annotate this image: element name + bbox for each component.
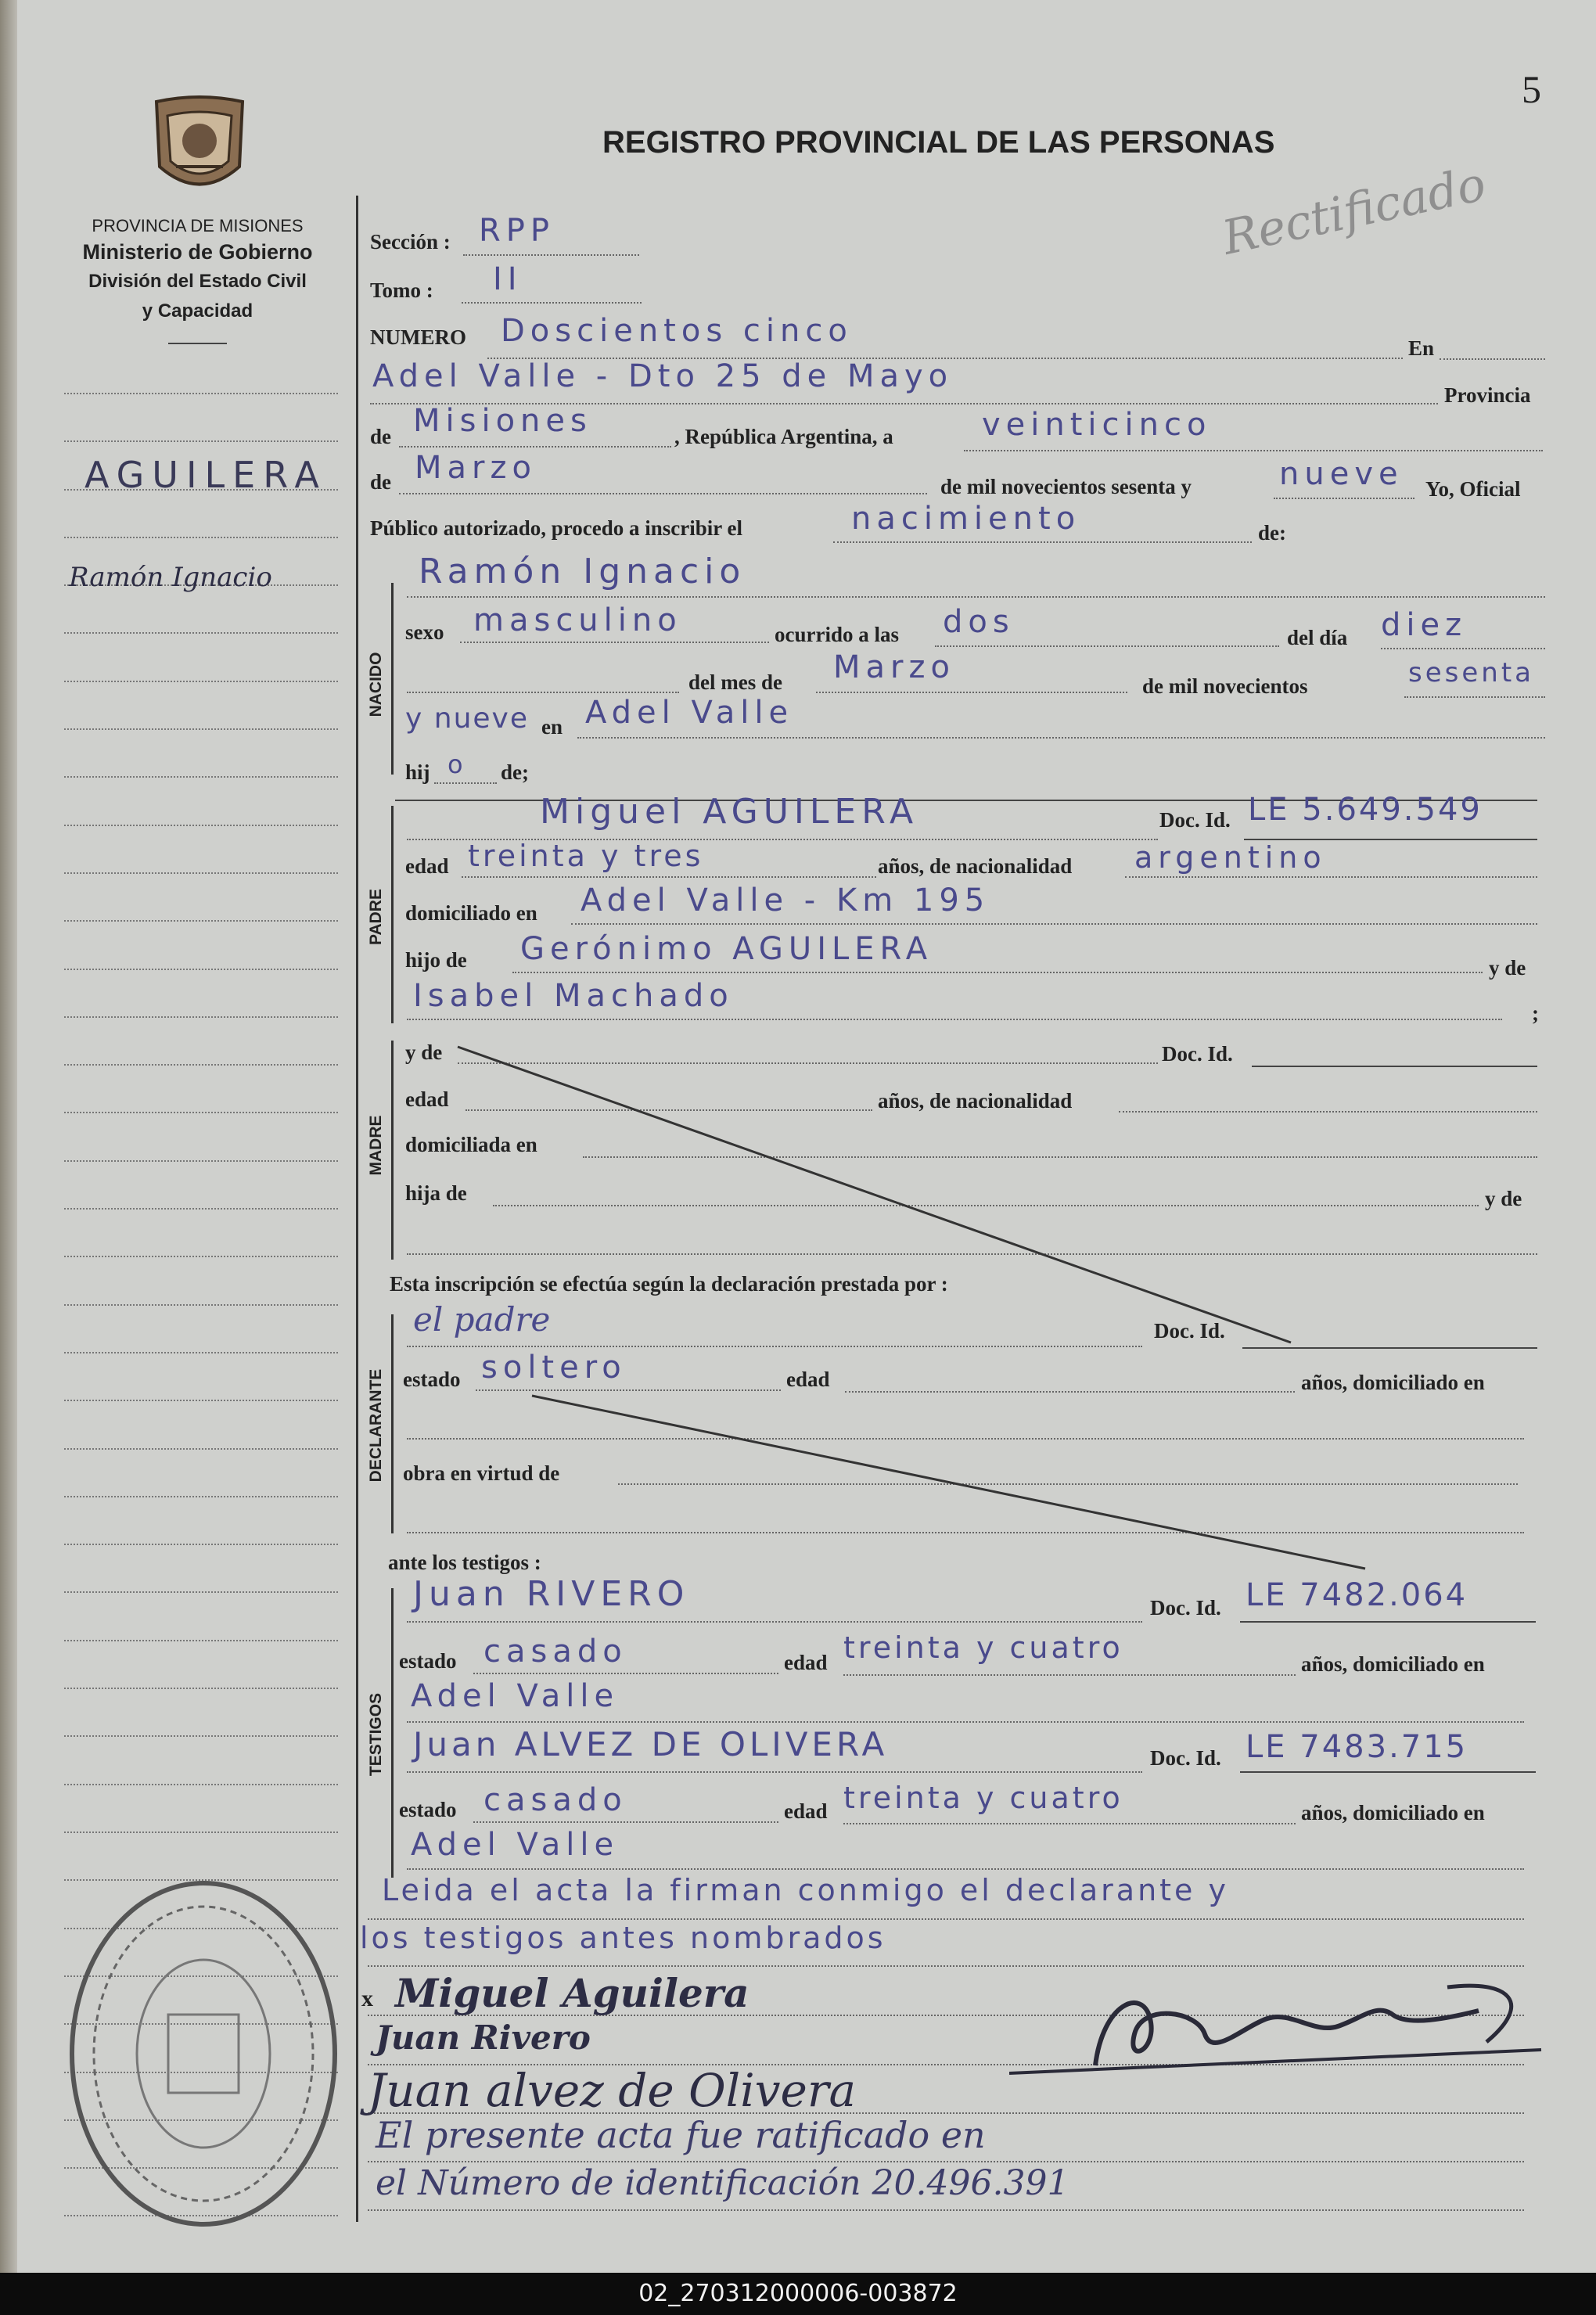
- signature-testigo2: Juan alvez de Olivera: [368, 2064, 857, 2117]
- label-sexo: sexo: [405, 620, 444, 644]
- value-anio-nac1: sesenta: [1408, 657, 1534, 688]
- label-madre-doc: Doc. Id.: [1162, 1042, 1233, 1066]
- label-en: En: [1408, 336, 1435, 360]
- label-madre-edad: edad: [405, 1087, 449, 1111]
- value-testigo1-domicilio: Adel Valle: [411, 1678, 620, 1714]
- label-testigo2-estado: estado: [399, 1798, 457, 1821]
- value-testigo2-domicilio: Adel Valle: [411, 1827, 620, 1863]
- label-obra: obra en virtud de: [403, 1461, 560, 1485]
- org-province: PROVINCIA DE MISIONES: [92, 216, 304, 235]
- label-madre-y-de: y de: [405, 1041, 443, 1064]
- label-esta-inscripcion: Esta inscripción se efectúa según la declaración prestada por :: [390, 1272, 948, 1296]
- label-declarante-estado: estado: [403, 1368, 461, 1391]
- label-testigo2-doc: Doc. Id.: [1150, 1746, 1221, 1770]
- label-yo-oficial: Yo, Oficial: [1425, 477, 1521, 501]
- value-dia-nac: diez: [1381, 607, 1468, 643]
- label-ocurrido: ocurrido a las: [775, 623, 899, 646]
- value-padre-edad: treinta y tres: [468, 839, 704, 873]
- label-de-mil2: de mil novecientos: [1142, 674, 1308, 698]
- sig-x-mark: x: [361, 1986, 373, 2011]
- value-sexo: masculino: [473, 602, 682, 638]
- value-seccion: RPP: [479, 213, 555, 249]
- value-padre-hijo-de2: Isabel Machado: [413, 978, 734, 1014]
- value-padre-doc: LE 5.649.549: [1248, 792, 1483, 828]
- label-republica: , República Argentina, a: [674, 425, 893, 448]
- value-testigo2-edad: treinta y cuatro: [843, 1781, 1123, 1815]
- value-lugar: Adel Valle - Dto 25 de Mayo: [372, 358, 954, 394]
- register-title: REGISTRO PROVINCIAL DE LAS PERSONAS: [602, 125, 1275, 160]
- value-closing1: Leida el acta la firman conmigo el declarante y: [382, 1873, 1230, 1907]
- label-numero: NUMERO: [370, 325, 466, 349]
- value-anio-nac2: y nueve: [405, 703, 529, 735]
- value-numero: Doscientos cinco: [501, 313, 853, 349]
- label-publico: Público autorizado, procedo a inscribir el: [370, 516, 742, 540]
- label-testigo1-edad: edad: [784, 1651, 828, 1674]
- rectificado-stamp: Rectificado: [1217, 156, 1491, 266]
- label-padre-edad: edad: [405, 854, 449, 878]
- label-hij: hij: [405, 760, 430, 784]
- value-testigo1-edad: treinta y cuatro: [843, 1630, 1123, 1665]
- label-de-2: de: [370, 470, 391, 494]
- value-hij-suffix: o: [448, 749, 469, 779]
- label-provincia: Provincia: [1444, 383, 1531, 407]
- label-padre-nac: años, de nacionalidad: [878, 854, 1073, 878]
- label-de-colon: de:: [1258, 521, 1286, 545]
- label-testigo1-doc: Doc. Id.: [1150, 1596, 1221, 1619]
- image-code-footer: 02_270312000006-003872: [0, 2273, 1596, 2315]
- value-padre-domicilio: Adel Valle - Km 195: [581, 883, 990, 918]
- value-lugar-nac: Adel Valle: [585, 695, 794, 731]
- value-declarante: el padre: [413, 1300, 551, 1339]
- value-hora: dos: [943, 604, 1015, 640]
- label-padre-dom: domiciliado en: [405, 901, 537, 925]
- note-line-2: el Número de identificación 20.496.391: [376, 2163, 1069, 2203]
- value-testigo1-nombre: Juan RIVERO: [413, 1574, 690, 1614]
- label-semicolon: ;: [1532, 1001, 1539, 1025]
- value-closing2: los testigos antes nombrados: [360, 1921, 886, 1955]
- label-madre-dom: domiciliada en: [405, 1133, 537, 1156]
- value-testigo1-estado: casado: [483, 1634, 627, 1670]
- label-testigo1-anos: años, domiciliado en: [1301, 1652, 1485, 1676]
- signature-padre: Miguel Aguilera: [395, 1970, 749, 2016]
- label-testigo2-edad: edad: [784, 1799, 828, 1823]
- value-padre-nacionalidad: argentino: [1134, 840, 1327, 875]
- note-line-1: El presente acta fue ratificado en: [376, 2114, 986, 2156]
- section-declarante: DECLARANTE: [367, 1368, 385, 1483]
- label-tomo: Tomo :: [370, 279, 433, 302]
- label-en2: en: [541, 715, 563, 739]
- margin-given-names: Ramón Ignacio: [69, 562, 272, 593]
- value-anio-fecha: nueve: [1279, 456, 1404, 492]
- value-tomo: II: [493, 261, 523, 297]
- value-mes-nac: Marzo: [833, 649, 955, 685]
- label-madre-hija-de: hija de: [405, 1181, 467, 1205]
- value-testigo2-nombre: Juan ALVEZ DE OLIVERA: [413, 1725, 889, 1763]
- org-capacity: y Capacidad: [142, 300, 253, 322]
- page-number: 5: [1522, 67, 1541, 111]
- value-declarante-estado: soltero: [481, 1350, 627, 1386]
- label-del-dia: del día: [1287, 626, 1348, 649]
- value-dia-fecha: veinticinco: [982, 407, 1212, 443]
- value-nombre: Ramón Ignacio: [419, 552, 746, 591]
- section-testigos: TESTIGOS: [367, 1692, 385, 1777]
- label-testigo1-estado: estado: [399, 1649, 457, 1673]
- label-declarante-doc: Doc. Id.: [1154, 1319, 1225, 1343]
- label-madre-nac: años, de nacionalidad: [878, 1089, 1073, 1113]
- value-provincia: Misiones: [413, 403, 592, 439]
- label-declarante-edad: edad: [786, 1368, 830, 1391]
- value-testigo1-doc: LE 7482.064: [1246, 1577, 1468, 1613]
- label-de-semi: de;: [501, 760, 529, 784]
- label-declarante-anos: años, domiciliado en: [1301, 1371, 1485, 1394]
- label-madre-y-de2: y de: [1485, 1187, 1522, 1210]
- label-de-1: de: [370, 425, 391, 448]
- org-division: División del Estado Civil: [88, 271, 307, 292]
- label-padre-doc: Doc. Id.: [1159, 808, 1231, 832]
- value-mes-fecha: Marzo: [415, 450, 537, 486]
- value-testigo2-doc: LE 7483.715: [1246, 1729, 1468, 1765]
- label-de-mil: de mil novecientos sesenta y: [940, 475, 1192, 498]
- section-nacido: NACIDO: [367, 652, 385, 717]
- value-acto: nacimiento: [851, 501, 1081, 537]
- label-padre-y-de: y de: [1489, 956, 1526, 980]
- value-padre-nombre: Miguel AGUILERA: [540, 792, 919, 832]
- section-madre: MADRE: [367, 1115, 385, 1176]
- signature-testigo1: Juan Rivero: [376, 2018, 591, 2057]
- label-ante: ante los testigos :: [388, 1551, 541, 1574]
- label-padre-hijo-de: hijo de: [405, 948, 467, 972]
- value-padre-hijo-de1: Gerónimo AGUILERA: [520, 931, 933, 967]
- label-seccion: Sección :: [370, 230, 451, 253]
- label-del-mes: del mes de: [688, 670, 782, 694]
- org-ministry: Ministerio de Gobierno: [82, 240, 313, 264]
- value-testigo2-estado: casado: [483, 1782, 627, 1818]
- margin-surname: AGUILERA: [84, 454, 327, 496]
- label-testigo2-anos: años, domiciliado en: [1301, 1801, 1485, 1824]
- section-padre: PADRE: [367, 889, 385, 945]
